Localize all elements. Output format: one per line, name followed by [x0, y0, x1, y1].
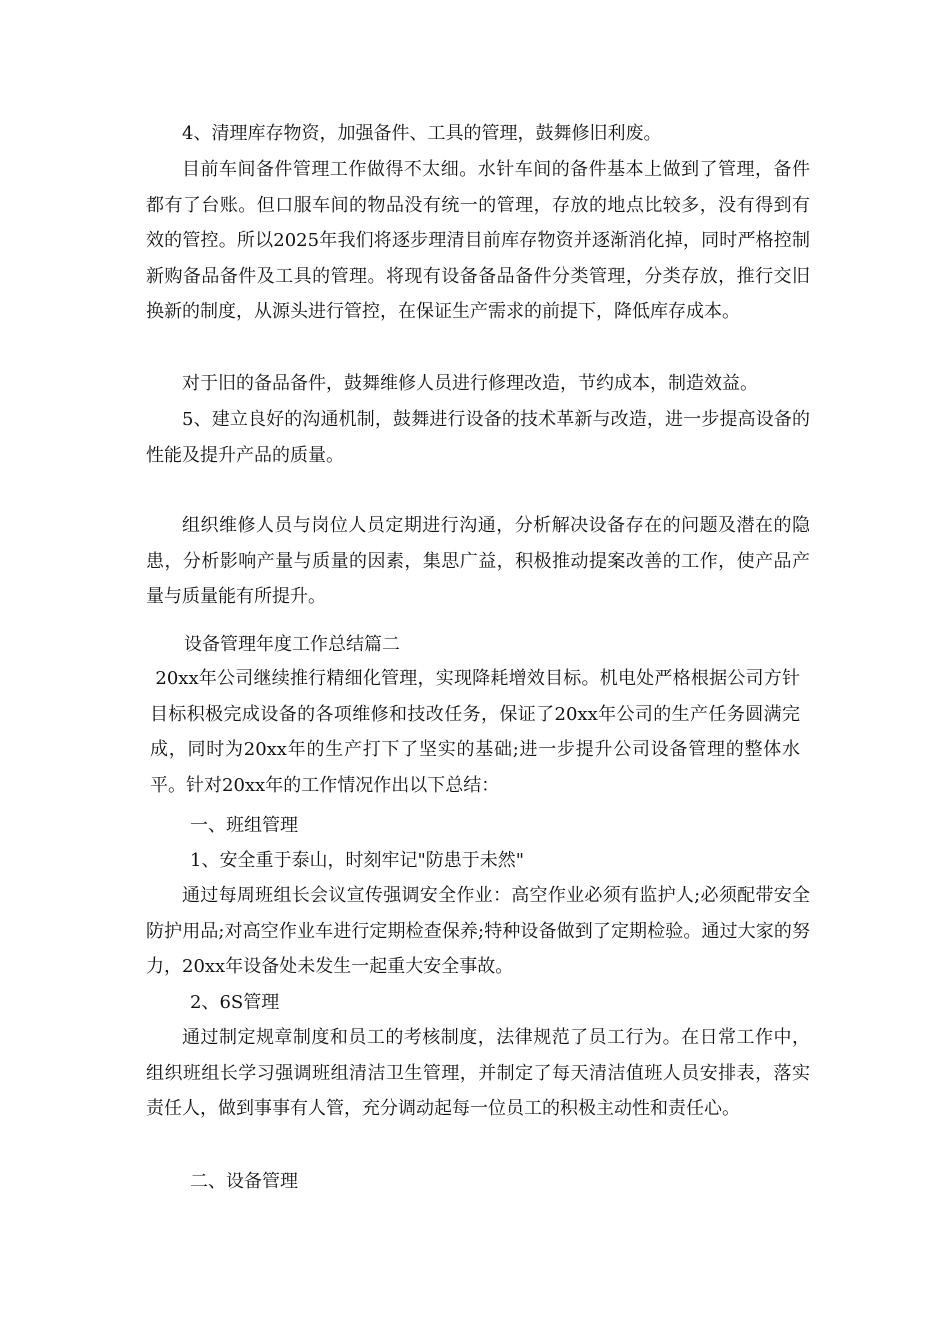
item5-body: 组织维修人员与岗位人员定期进行沟通，分析解决设备存在的问题及潜在的隐患，分析影响产量与质量的因素，集思广益，积极推动提案改善的工作，使产品产量与质量能有所提升。: [146, 515, 810, 607]
item4-title: 4、清理库存物资，加强备件、工具的管理，鼓舞修旧利废。: [182, 123, 662, 144]
item4-extra: 对于旧的备品备件，鼓舞维修人员进行修理改造，节约成本，制造效益。: [182, 373, 758, 394]
part1-title: 一、班组管理: [190, 815, 298, 836]
sub1-body: 通过每周班组长会议宣传强调安全作业：高空作业必须有监护人;必须配带安全防护用品;对高空作业车进行定期检查保养;特种设备做到了定期检验。通过大家的努力，20xx年设备处未发生一起重大安全事故。: [146, 885, 810, 977]
sub2-body: 通过制定规章制度和员工的考核制度，法律规范了员工行为。在日常工作中，组织班组长学习强调班组清洁卫生管理，并制定了每天清洁值班人员安排表，落实责任人，做到事事有人管，充分调动起每一位员工的积极主动性和责任心。: [146, 1027, 810, 1119]
section2-title: 设备管理年度工作总结篇二: [184, 634, 400, 655]
item5-title: 5、建立良好的沟通机制，鼓舞进行设备的技术革新与改造，进一步提高设备的性能及提升产品的质量。: [146, 409, 810, 466]
item4-body: 目前车间备件管理工作做得不太细。水针车间的备件基本上做到了管理，备件都有了台账。但口服车间的物品没有统一的管理，存放的地点比较多，没有得到有效的管控。所以2025年我们将逐步理清目前库存物资并逐渐消化掉，同时严格控制新购备品备件及工具的管理。将现有设备备品备件分类管理，分类存放，推行交旧换新的制度，从源头进行管控，在保证生产需求的前提下，降低库存成本。: [146, 159, 810, 322]
part2-title: 二、设备管理: [190, 1171, 298, 1192]
sub1-title: 1、安全重于泰山，时刻牢记"防患于未然": [190, 850, 525, 871]
section2-intro: 20xx年公司继续推行精细化管理，实现降耗增效目标。机电处严格根据公司方针目标积极完成设备的各项维修和技改任务，保证了20xx年公司的生产任务圆满完成，同时为20xx年的生产打下了坚实的基础;进一步提升公司设备管理的整体水平。针对20xx年的工作情况作出以下总结：: [150, 668, 800, 796]
sub2-title: 2、6S管理: [190, 992, 280, 1013]
